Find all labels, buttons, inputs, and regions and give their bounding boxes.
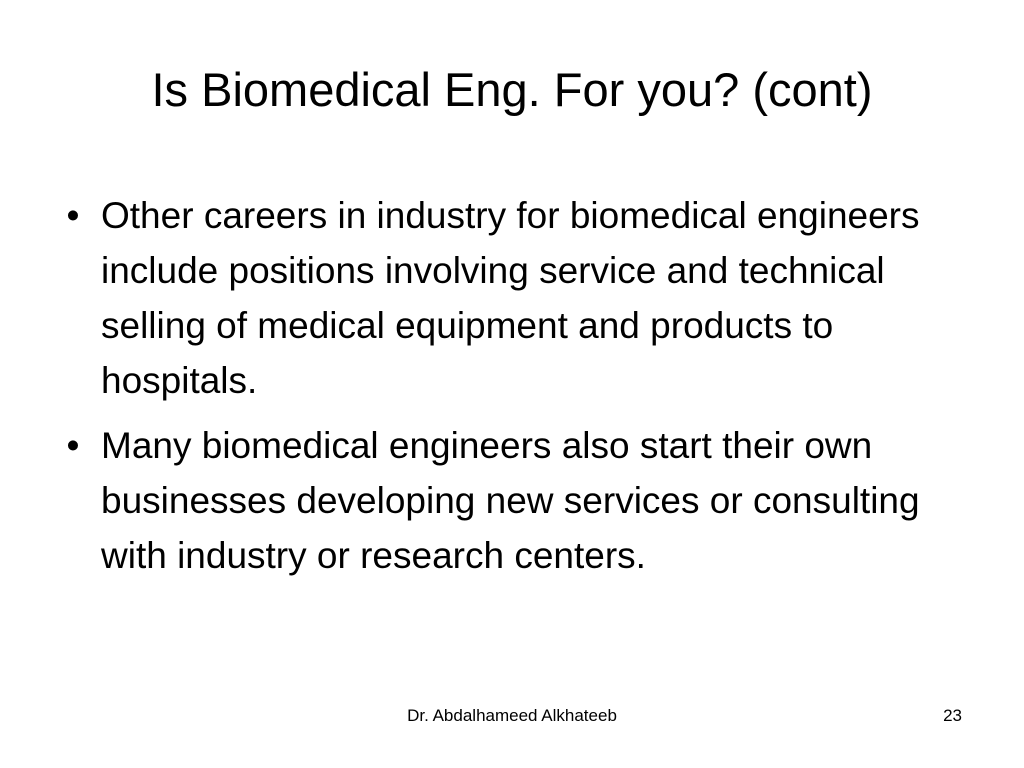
bullet-icon: • — [66, 195, 80, 236]
bullet-text: Other careers in industry for biomedical engineers include positions involving service and technical selling of medical equipment and products to hospitals. — [101, 195, 920, 401]
bullet-text: Many biomedical engineers also start their own businesses developing new services or consulting with industry or research centers. — [101, 425, 920, 576]
footer-author: Dr. Abdalhameed Alkhateeb — [407, 706, 617, 725]
slide-title: Is Biomedical Eng. For you? (cont) — [151, 63, 873, 116]
bullet-item — [58, 418, 978, 583]
bullet-icon: • — [66, 425, 80, 466]
bullet-item — [58, 188, 978, 408]
page-number: 23 — [943, 706, 962, 725]
bullet-list — [58, 188, 978, 593]
